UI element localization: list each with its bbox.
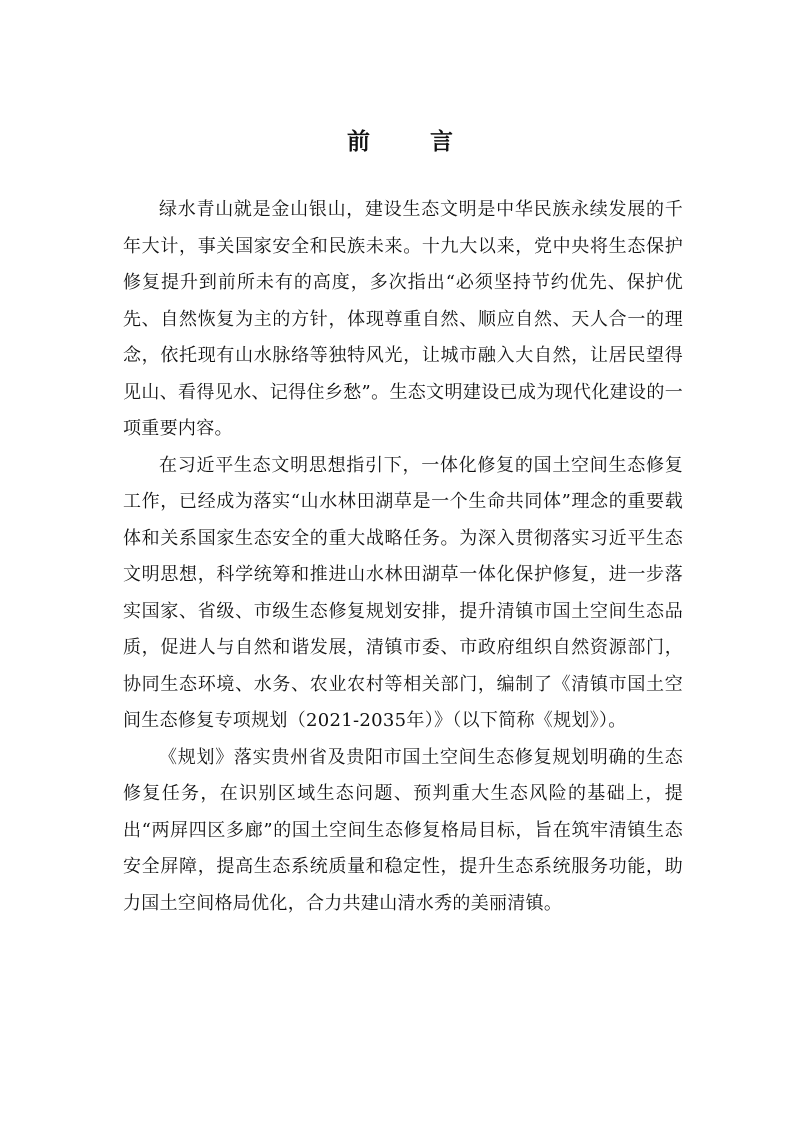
paragraph-2: 在习近平生态文明思想指引下，一体化修复的国土空间生态修复工作，已经成为落实“山水林田湖草是一个生命共同体”理念的重要载体和关系国家生态安全的重大战略任务。为深入贯彻落实习近平生态文明思想，科学统筹和推进山水林田湖草一体化保护修复，进一步落实国家、省级、市级生态修复规划安排，提升清镇市国土空间生态品质，促进人与自然和谐发展，清镇市委、市政府组织自然资源部门，协同生态环境、水务、农业农村等相关部门，编制了《清镇市国土空间生态修复专项规划（2021-2035年）》（以下简称《规划》）。 [123, 454, 683, 731]
paragraph-3: 《规划》落实贵州省及贵阳市国土空间生态修复规划明确的生态修复任务，在识别区域生态问题、预判重大生态风险的基础上，提出“两屏四区多廊”的国土空间生态修复格局目标，旨在筑牢清镇生态安全屏障，提高生态系统质量和稳定性，提升生态系统服务功能，助力国土空间格局优化，合力共建山清水秀的美丽清镇。 [123, 746, 683, 914]
paragraph-1: 绿水青山就是金山银山，建设生态文明是中华民族永续发展的千年大计，事关国家安全和民族未来。十九大以来，党中央将生态保护修复提升到前所未有的高度，多次指出“必须坚持节约优先、保护优先、自然恢复为主的方针，体现尊重自然、顺应自然、天人合一的理念，依托现有山水脉络等独特风光，让城市融入大自然，让居民望得见山、看得见水、记得住乡愁”。生态文明建设已成为现代化建设的一项重要内容。 [123, 199, 683, 439]
page-title: 前 言 [346, 128, 479, 155]
document-body [123, 192, 683, 922]
